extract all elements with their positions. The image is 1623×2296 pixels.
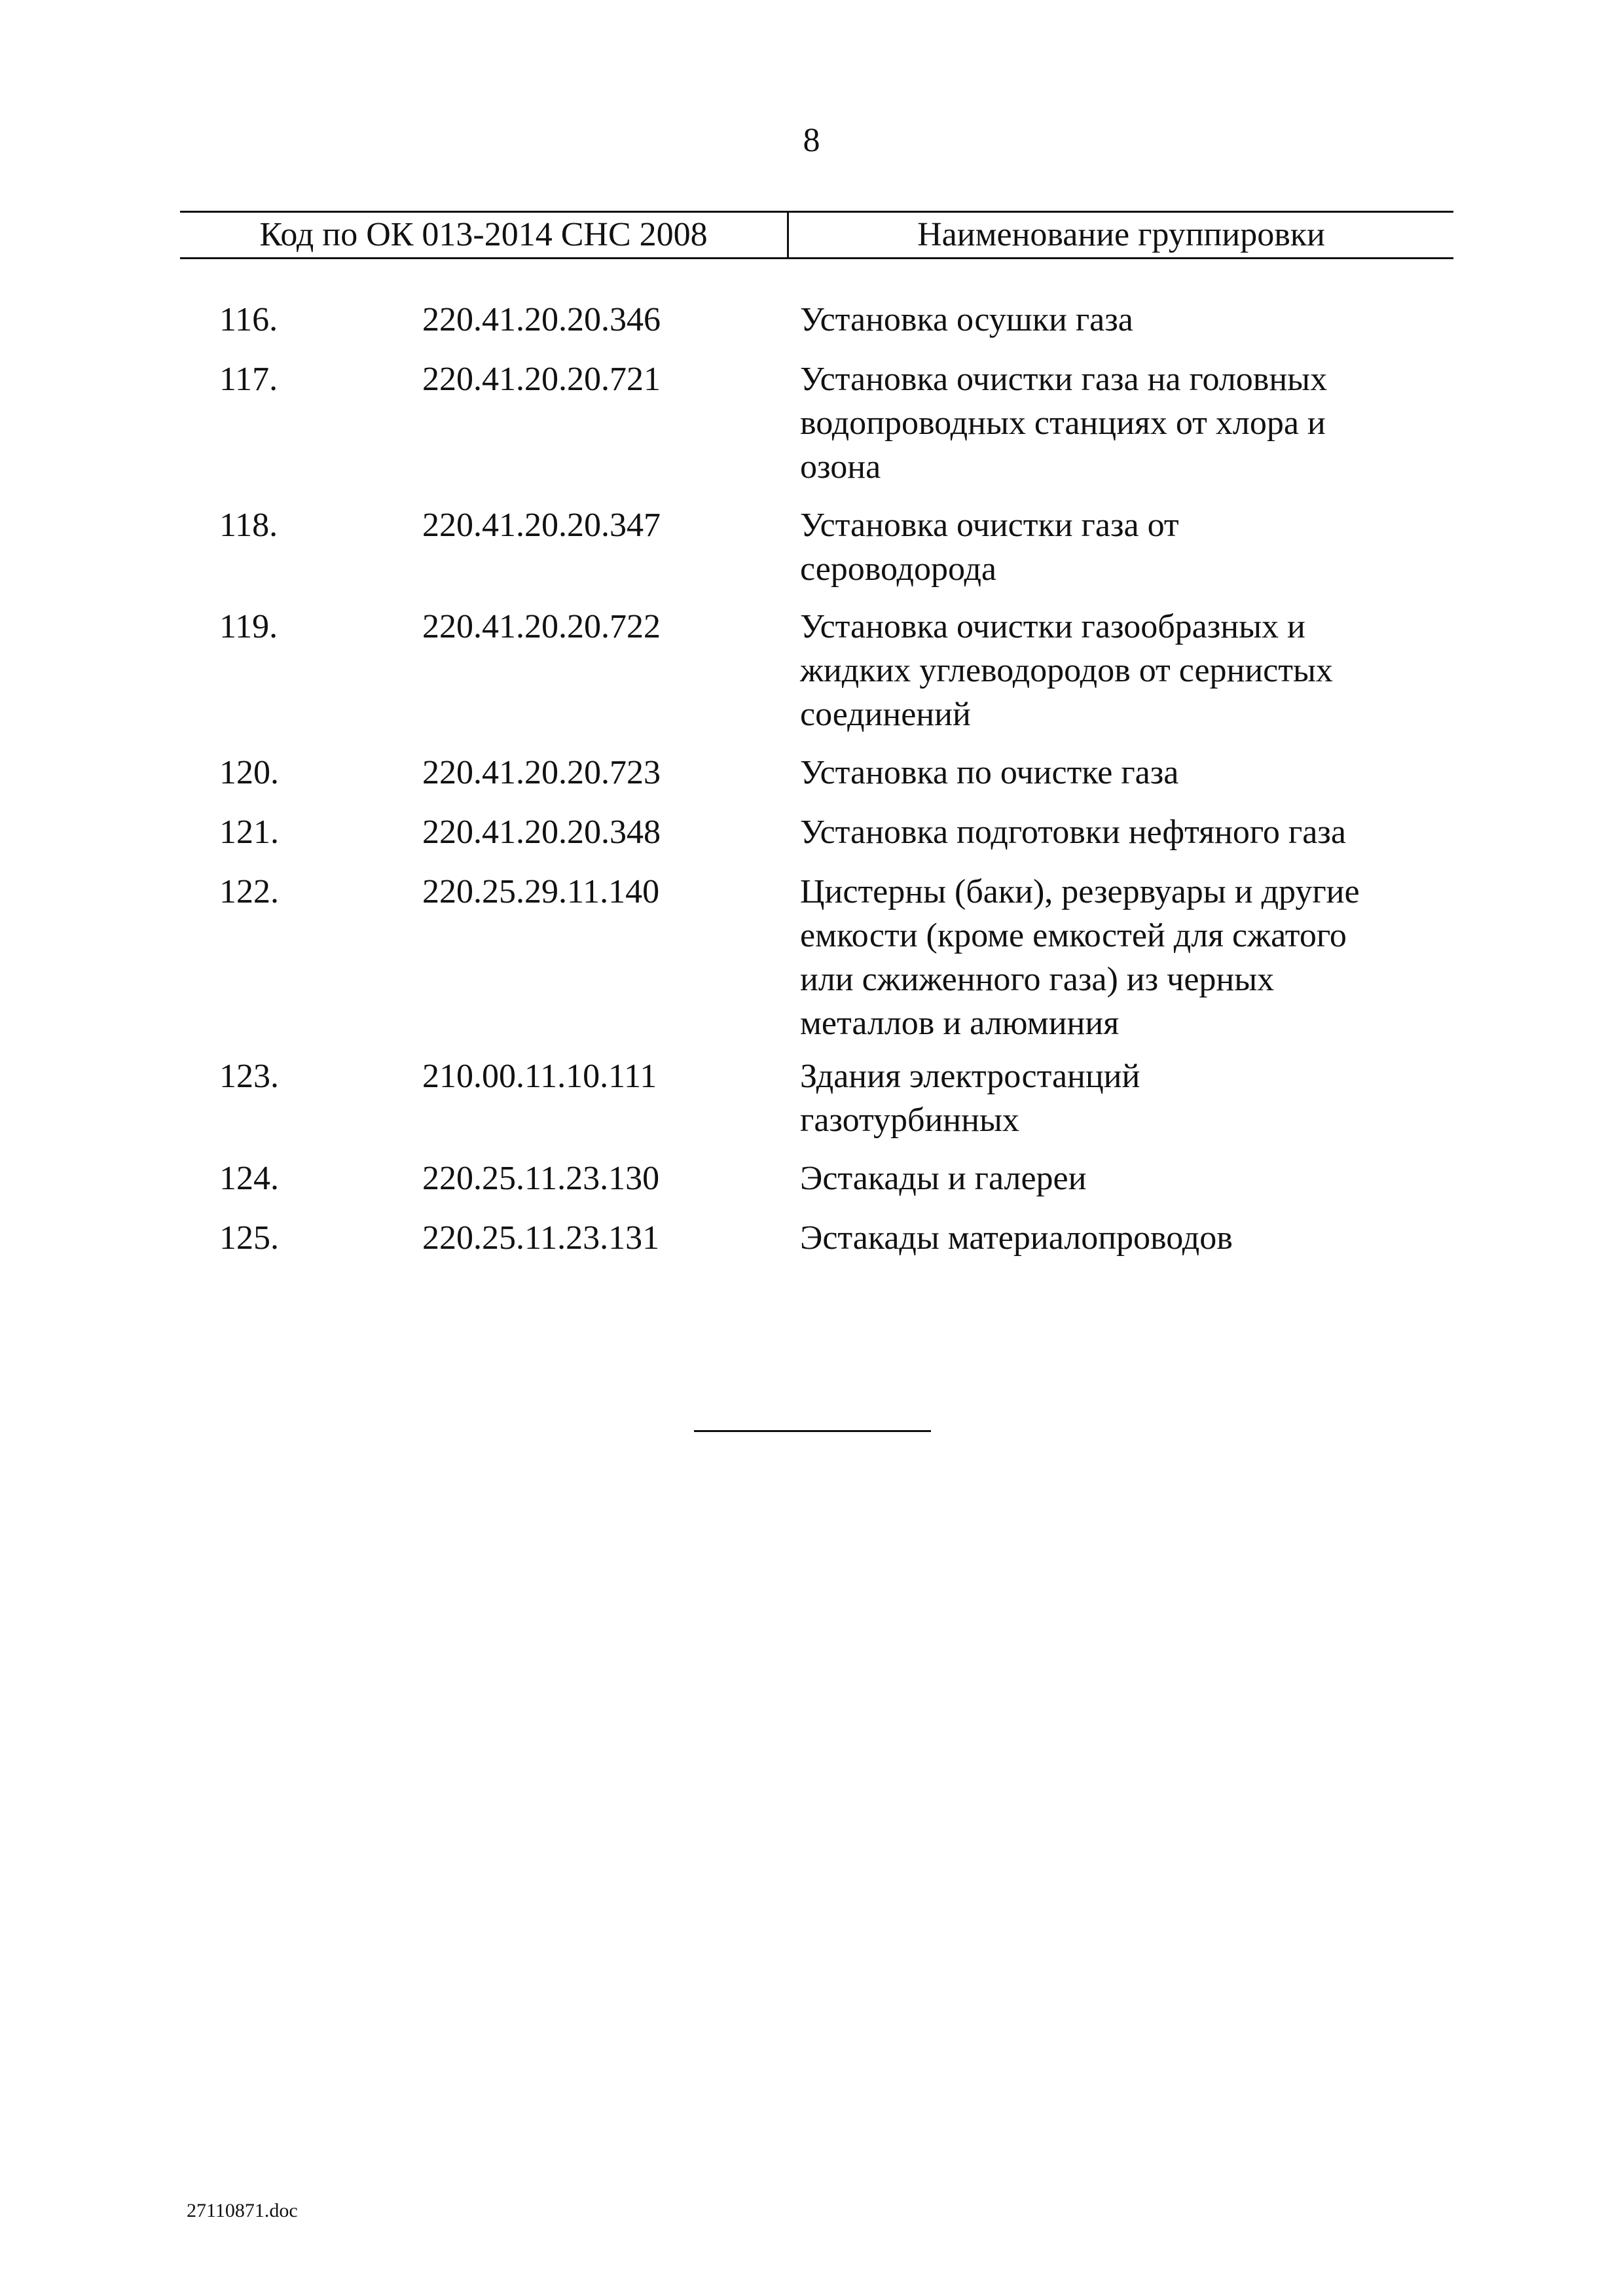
row-code: 220.41.20.20.723 [422, 754, 661, 791]
row-name-line: или сжиженного газа) из черных [800, 961, 1275, 998]
row-name-line: Установка очистки газа от [800, 507, 1179, 544]
row-name-line: Установка очистки газа на головных [800, 361, 1328, 398]
row-code: 220.25.29.11.140 [422, 873, 660, 910]
row-name-line: газотурбинных [800, 1102, 1019, 1139]
row-code: 220.25.11.23.130 [422, 1160, 660, 1197]
row-name-line: Установка осушки газа [800, 301, 1133, 338]
row-number: 125. [219, 1219, 279, 1257]
page-number: 8 [803, 122, 820, 159]
row-name-line: Эстакады материалопроводов [800, 1219, 1233, 1257]
row-number: 122. [219, 873, 279, 910]
row-number: 117. [219, 361, 278, 398]
row-name [800, 298, 1461, 342]
row-number: 118. [219, 507, 278, 544]
row-name-line: емкости (кроме емкостей для сжатого [800, 917, 1347, 954]
row-name-line: сероводорода [800, 550, 996, 588]
row-name [800, 810, 1461, 854]
row-name-line: водопроводных станциях от хлора и [800, 404, 1326, 442]
row-number: 123. [219, 1058, 279, 1095]
row-number: 116. [219, 301, 278, 338]
row-name [800, 751, 1461, 795]
row-name [800, 1216, 1461, 1260]
row-code: 220.41.20.20.346 [422, 301, 661, 338]
end-rule [694, 1430, 931, 1432]
row-name-line: Установка подготовки нефтяного газа [800, 814, 1346, 851]
row-name [800, 605, 1461, 736]
row-code: 220.41.20.20.348 [422, 814, 661, 851]
row-name [800, 357, 1461, 489]
row-code: 220.41.20.20.721 [422, 361, 661, 398]
row-code: 220.25.11.23.131 [422, 1219, 660, 1257]
row-code: 220.41.20.20.347 [422, 507, 661, 544]
row-name [800, 503, 1461, 591]
header-name: Наименование группировки [917, 216, 1325, 253]
footer-filename: 27110871.doc [187, 2200, 298, 2221]
header-code: Код по ОК 013-2014 СНС 2008 [259, 216, 708, 253]
row-name-line: соединений [800, 696, 971, 733]
row-name [800, 1157, 1461, 1200]
row-name-line: Установка по очистке газа [800, 754, 1179, 791]
row-number: 119. [219, 608, 278, 645]
table-header [180, 211, 1453, 259]
row-name-line: Эстакады и галереи [800, 1160, 1087, 1197]
row-number: 120. [219, 754, 279, 791]
row-name-line: озона [800, 448, 881, 486]
row-name-line: металлов и алюминия [800, 1005, 1120, 1042]
row-code: 210.00.11.10.111 [422, 1058, 657, 1095]
row-name-line: Установка очистки газообразных и [800, 608, 1305, 645]
row-name-line: жидких углеводородов от сернистых [800, 652, 1333, 689]
row-name [800, 1054, 1461, 1142]
row-number: 121. [219, 814, 279, 851]
row-name [800, 870, 1461, 1045]
row-number: 124. [219, 1160, 279, 1197]
row-name-line: Здания электростанций [800, 1058, 1140, 1095]
row-code: 220.41.20.20.722 [422, 608, 661, 645]
row-name-line: Цистерны (баки), резервуары и другие [800, 873, 1360, 910]
